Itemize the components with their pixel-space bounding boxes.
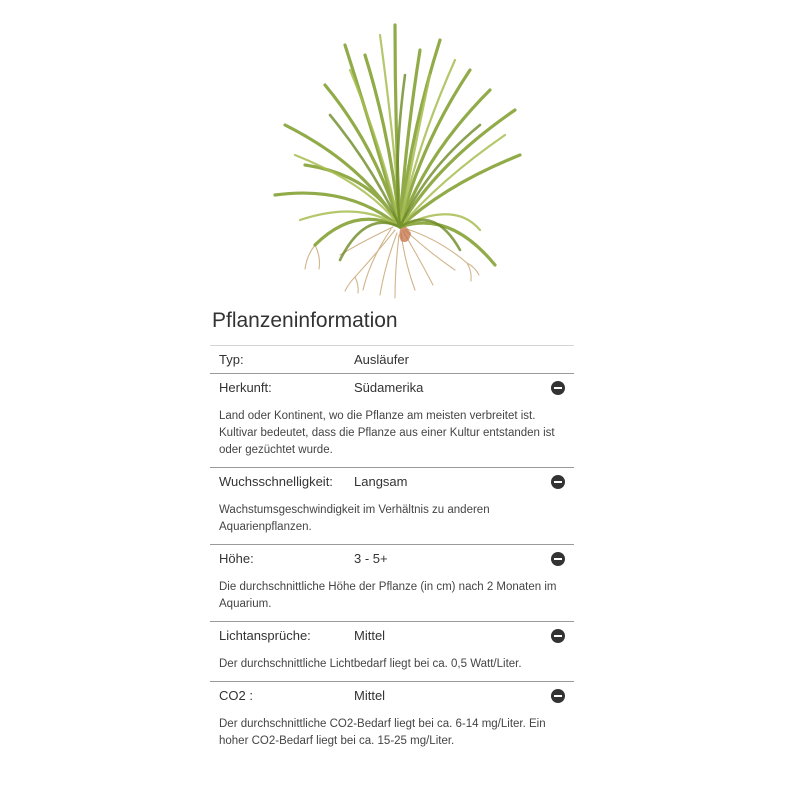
info-description: Wachstumsgeschwindigkeit im Verhältnis zu anderen Aquarienpflanzen. xyxy=(219,504,490,533)
info-row-herkunft xyxy=(210,374,574,468)
info-row-head xyxy=(210,622,574,649)
minus-circle-icon[interactable] xyxy=(551,552,565,566)
info-label: Wuchsschnelligkeit: xyxy=(219,474,333,489)
info-label: Lichtansprüche: xyxy=(219,628,311,643)
info-description: Land oder Kontinent, wo die Pflanze am meisten verbreitet ist. Kultivar bedeutet, dass die Pflanze aus einer Kultur entstanden ist oder gezüchtet wurde. xyxy=(219,410,555,456)
info-row-head xyxy=(210,682,574,709)
plant-image xyxy=(255,15,545,300)
info-row-head xyxy=(210,545,574,572)
minus-circle-icon[interactable] xyxy=(551,475,565,489)
info-row-head xyxy=(210,346,574,373)
info-row-co2 xyxy=(210,682,574,758)
info-label: Herkunft: xyxy=(219,380,272,395)
info-description: Die durchschnittliche Höhe der Pflanze (in cm) nach 2 Monaten im Aquarium. xyxy=(219,581,557,610)
plant-info-panel xyxy=(210,305,574,758)
info-label: CO2 : xyxy=(219,688,253,703)
minus-circle-icon[interactable] xyxy=(551,689,565,703)
page-title: Pflanzeninformation xyxy=(212,309,398,332)
info-table xyxy=(210,345,574,758)
info-value: Mittel xyxy=(354,688,386,703)
info-row-head xyxy=(210,468,574,495)
info-row-wuchsschnelligkeit xyxy=(210,468,574,545)
minus-circle-icon[interactable] xyxy=(551,381,565,395)
info-value: Langsam xyxy=(354,474,408,489)
info-row-hoehe xyxy=(210,545,574,622)
info-description: Der durchschnittliche Lichtbedarf liegt bei ca. 0,5 Watt/Liter. xyxy=(219,658,522,670)
info-label: Höhe: xyxy=(219,551,254,566)
info-row-head xyxy=(210,374,574,401)
info-description: Der durchschnittliche CO2-Bedarf liegt bei ca. 6-14 mg/Liter. Ein hoher CO2-Bedarf liegt bei ca. 15-25 mg/Liter. xyxy=(219,718,546,747)
info-row-lichtansprueche xyxy=(210,622,574,682)
info-value: 3 - 5+ xyxy=(354,551,388,566)
minus-circle-icon[interactable] xyxy=(551,629,565,643)
info-row-typ xyxy=(210,346,574,374)
info-value: Mittel xyxy=(354,628,386,643)
info-value: Südamerika xyxy=(354,380,424,395)
info-label: Typ: xyxy=(219,352,244,367)
info-value: Ausläufer xyxy=(354,352,409,367)
